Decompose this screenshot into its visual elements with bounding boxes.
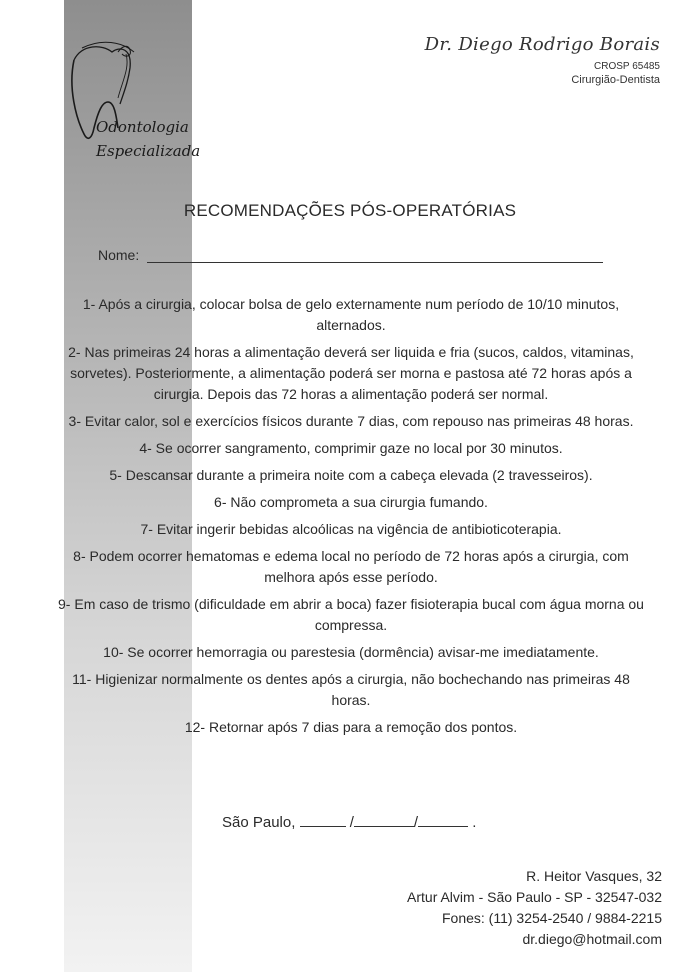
recommendations-list	[56, 294, 646, 744]
recommendation-item: 2- Nas primeiras 24 horas a alimentação deverá ser liquida e fria (sucos, caldos, vitaminas, sorvetes). Posteriormente, a alimentação poderá ser morna e pastosa até 72 horas após a cirurgia. Depois das 72 horas a alimentação poderá ser normal.	[68, 344, 634, 402]
month-blank	[354, 812, 414, 827]
crosp-number: CROSP 65485	[594, 61, 660, 72]
recommendation-item: 1- Após a cirurgia, colocar bolsa de gelo externamente num período de 10/10 minutos, alternados.	[82, 296, 620, 333]
date-line	[222, 812, 476, 831]
address-district: Artur Alvim - São Paulo - SP - 32547-032	[407, 889, 662, 905]
address-phones: Fones: (11) 3254-2540 / 9884-2215	[441, 910, 662, 926]
date-separator: /	[413, 814, 419, 831]
year-blank	[418, 812, 468, 827]
date-city: São Paulo,	[222, 814, 296, 831]
recommendation-item: 11- Higienizar normalmente os dentes após a cirurgia, não bochechando nas primeiras 48 horas.	[72, 671, 630, 708]
logo-line-1: Odontologia	[96, 118, 189, 136]
specialty: Cirurgião-Dentista	[571, 74, 660, 86]
logo-line-2: Especializada	[96, 142, 201, 160]
recommendation-item: 9- Em caso de trismo (dificuldade em abrir a boca) fazer fisioterapia bucal com água morna ou compressa.	[58, 596, 644, 633]
recommendation-item: 6- Não comprometa a sua cirurgia fumando.	[214, 494, 488, 510]
doctor-name: Dr. Diego Rodrigo Borais	[424, 34, 660, 55]
name-field-line	[147, 262, 603, 263]
doctor-header	[425, 34, 660, 86]
recommendation-item: 4- Se ocorrer sangramento, comprimir gaze no local por 30 minutos.	[139, 440, 563, 456]
day-blank	[300, 812, 346, 827]
recommendation-item: 10- Se ocorrer hemorragia ou parestesia (dormência) avisar-me imediatamente.	[103, 644, 599, 660]
recommendation-item: 3- Evitar calor, sol e exercícios físicos durante 7 dias, com repouso nas primeiras 48 horas.	[68, 413, 634, 429]
recommendation-item: 12- Retornar após 7 dias para a remoção dos pontos.	[184, 719, 518, 735]
address-email: dr.diego@hotmail.com	[522, 931, 662, 947]
address-block	[407, 866, 662, 950]
recommendation-item: 7- Evitar ingerir bebidas alcoólicas na vigência de antibioticoterapia.	[140, 521, 562, 537]
recommendation-item: 8- Podem ocorrer hematomas e edema local no período de 72 horas após a cirurgia, com melhora após esse período.	[73, 548, 629, 585]
name-label: Nome:	[98, 247, 140, 263]
date-end: .	[472, 814, 477, 831]
date-separator: /	[349, 814, 354, 831]
document-title: RECOMENDAÇÕES PÓS-OPERATÓRIAS	[183, 201, 517, 220]
address-street: R. Heitor Vasques, 32	[526, 868, 662, 884]
recommendation-item: 5- Descansar durante a primeira noite com a cabeça elevada (2 travesseiros).	[109, 467, 593, 483]
